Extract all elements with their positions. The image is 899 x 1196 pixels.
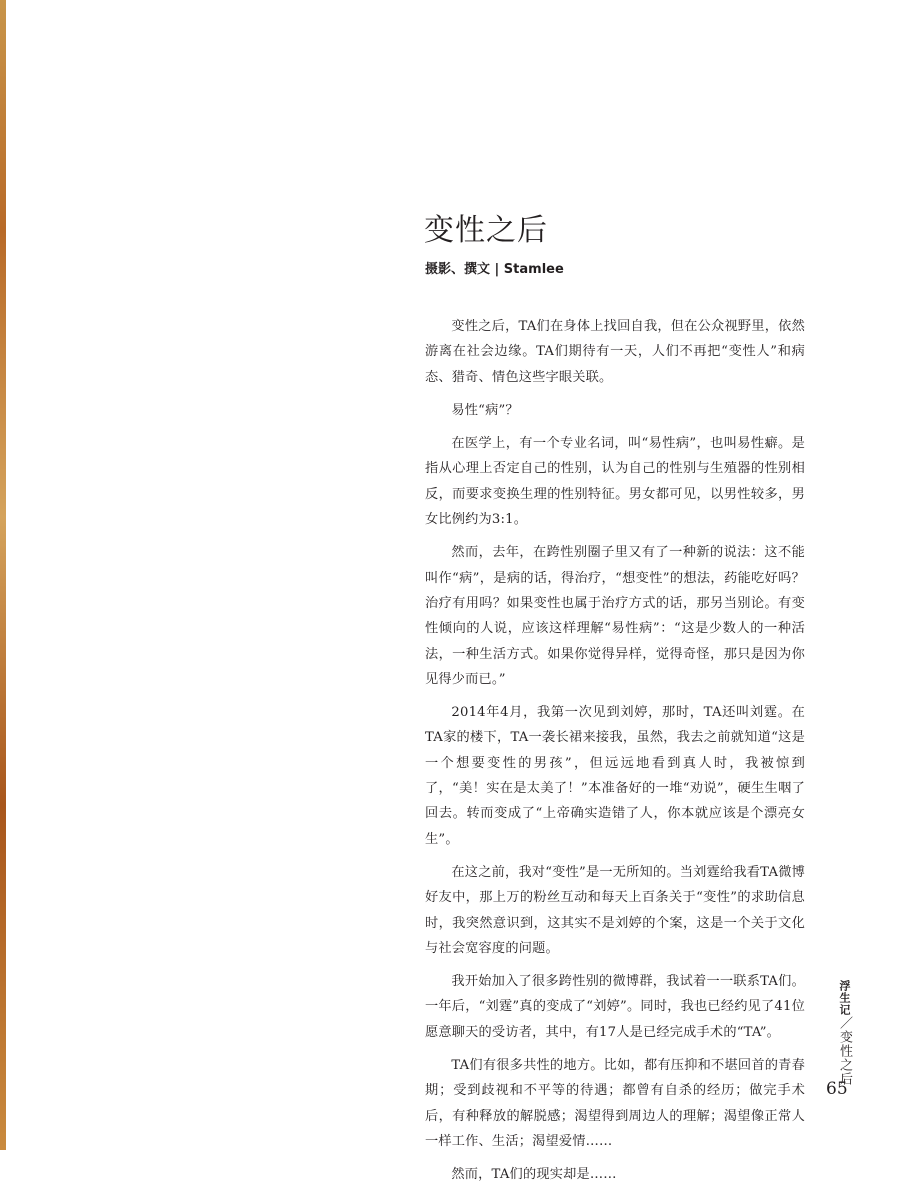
body-paragraph: TA们有很多共性的地方。比如，都有压抑和不堪回首的青春期；受到歧视和不平等的待遇；都曾有自杀的经历；做完手术后，有种释放的解脱感；渴望得到周边人的理解；渴望像正常人一样工作、生活；渴望爱情…… xyxy=(425,1058,805,1149)
body-paragraph: 然而，TA们的现实却是…… xyxy=(451,1167,617,1183)
article-title: 变性之后 xyxy=(424,213,548,248)
page-number: 65 xyxy=(826,1079,848,1099)
body-paragraph: 2014年4月，我第一次见到刘婷，那时，TA还叫刘霆。在TA家的楼下，TA一袭长裙来接我，虽然，我去之前就知道“这是一个想要变性的男孩”，但远远地看到真人时，我被惊到了，“美！实在是太美了！”本准备好的一堆“劝说”，硬生生咽了回去。转而变成了“上帝确实造错了人，你本就应该是个漂亮女生”。 xyxy=(425,705,805,847)
running-head-series: 浮生记 xyxy=(838,980,851,1016)
body-paragraph: 我开始加入了很多跨性别的微博群，我试着一一联系TA们。一年后，“刘霆”真的变成了“刘婷”。同时，我也已经约见了41位愿意聊天的受访者，其中，有17人是已经完成手术的“TA”。 xyxy=(425,974,805,1040)
page-spine-edge xyxy=(0,0,6,1150)
body-paragraph: 在这之前，我对“变性”是一无所知的。当刘霆给我看TA微博好友中，那上万的粉丝互动和每天上百条关于“变性”的求助信息时，我突然意识到，这其实不是刘婷的个案，这是一个关于文化与社会宽容度的问题。 xyxy=(425,864,805,956)
section-heading: 易性“病”？ xyxy=(451,402,519,418)
body-paragraph: 然而，去年，在跨性别圈子里又有了一种新的说法：这不能叫作“病”，是病的话，得治疗，“想变性”的想法，药能吃好吗？治疗有用吗？如果变性也属于治疗方式的话，那另当别论。有变性倾向的人说，应该这样理解“易性病”：“这是少数人的一种活法，一种生活方式。如果你觉得异样，觉得奇怪，那只是因为你见得少而已。” xyxy=(425,545,805,687)
body-paragraph: 变性之后，TA们在身体上找回自我，但在公众视野里，依然游离在社会边缘。TA们期待有一天，人们不再把“变性人”和病态、猎奇、情色这些字眼关联。 xyxy=(425,319,805,385)
running-head xyxy=(834,980,854,1086)
article-byline: 摄影、撰文 | Stamlee xyxy=(425,262,564,277)
running-head-chapter: 变性之后 xyxy=(837,1030,852,1086)
body-paragraph: 在医学上，有一个专业名词，叫“易性病”，也叫易性癖。是指从心理上否定自己的性别，认为自己的性别与生殖器的性别相反，而要求变换生理的性别特征。男女都可见，以男性较多，男女比例约为3:1。 xyxy=(425,436,805,528)
running-head-separator: ／ xyxy=(837,1016,852,1030)
article-body xyxy=(425,314,805,1196)
